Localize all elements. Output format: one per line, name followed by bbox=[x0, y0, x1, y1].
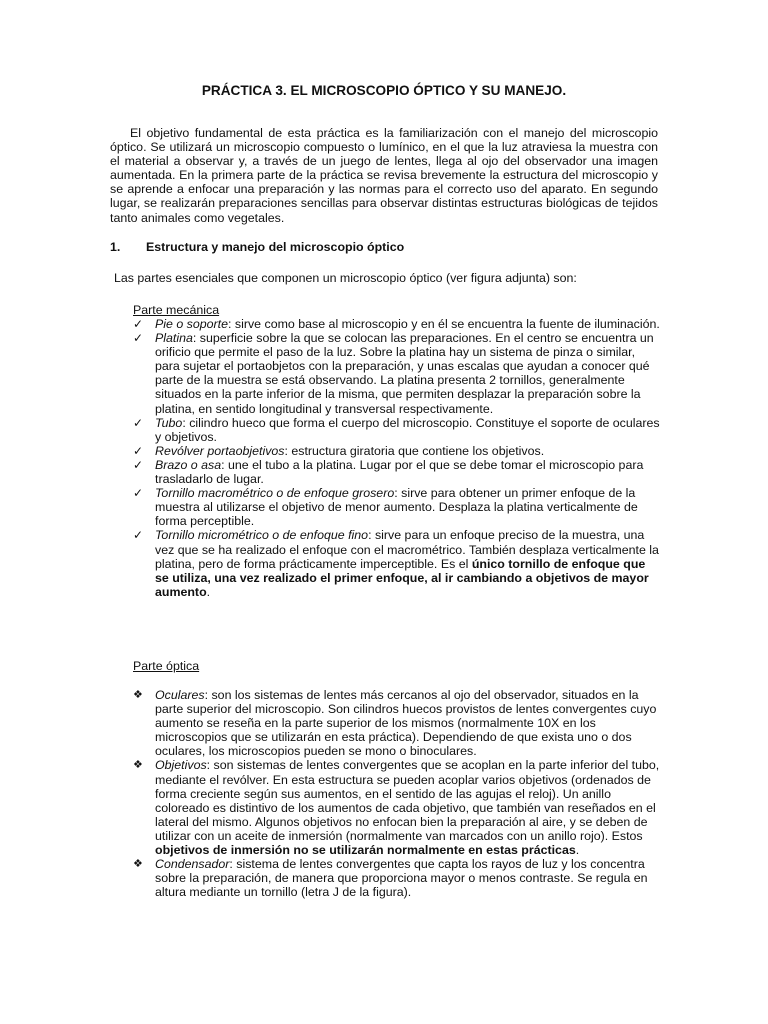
item-text: : son sistemas de lentes convergentes que se acoplan en la parte inferior del tubo, mediante el revólver. En esta estructura se pueden acoplar varios objetivos (ordenados de forma creciente según sus aumentos, en el sentido de las agujas el reloj). Un anillo coloreado es distintivo de los aumentos de cada objetivo, que también van reseñados en el lateral del mismo. Algunos objetivos no enfocan bien la preparación al aire, y se deben de utilizar con un aceite de inmersión (normalmente van marcados con un anillo rojo). Estos bbox=[155, 758, 660, 843]
item-text: : sistema de lentes convergentes que capta los rayos de luz y los concentra sobre la preparación, de manera que proporciona mayor o menos contraste. Se regula en altura mediante un tornillo (letra J de la figura). bbox=[155, 857, 648, 900]
list-item bbox=[133, 758, 660, 857]
checkmark-icon: ✓ bbox=[133, 457, 144, 472]
item-text: : superficie sobre la que se colocan las preparaciones. En el centro se encuentra un orificio que permite el paso de la luz. Sobre la platina hay un sistema de pinza o similar, para sujetar el portaobjetos con la preparación, y unas escalas que ayudan a conocer qué parte de la muestra se está observando. La platina presenta 2 tornillos, generalmente situados en la parte inferior de la misma, que permiten desplazar la preparación sobre la platina, en sentido longitudinal y transversal respectivamente. bbox=[155, 331, 654, 416]
section-number: 1. bbox=[110, 240, 121, 254]
lead-paragraph: Las partes esenciales que componen un microscopio óptico (ver figura adjunta) son: bbox=[114, 271, 577, 285]
item-term: Objetivos bbox=[155, 758, 207, 773]
checkmark-icon: ✓ bbox=[133, 331, 144, 346]
list-item bbox=[133, 444, 660, 458]
intro-paragraph: El objetivo fundamental de esta práctica es la familiarización con el manejo del microscopio óptico. Se utilizará un microscopio compuesto o lumínico, en el que la luz atraviesa la muestra con el material a observar y, a través de un juego de lentes, llega al ojo del observador una imagen aumentada. En la primera parte de la práctica se revisa brevemente la estructura del microscopio y se aprende a enfocar una preparación y las normas para el correcto uso del aparato. En segundo lugar, se realizarán preparaciones sencillas para observar distintas estructuras biológicas de tejidos tanto animales como vegetales. bbox=[110, 126, 658, 225]
diamond-bullet-icon: ❖ bbox=[133, 858, 143, 871]
diamond-bullet-icon: ❖ bbox=[133, 689, 143, 701]
item-text: : sirve para un enfoque preciso de la muestra, una vez que se ha realizado el enfoque con el macrométrico. También desplaza verticalmente la platina, pero de forma prácticamente imperceptible. Es el bbox=[155, 528, 659, 571]
item-term: Condensador bbox=[155, 857, 230, 872]
item-term: Pie o soporte bbox=[155, 317, 229, 331]
section-heading bbox=[110, 240, 404, 254]
list-optica bbox=[133, 688, 660, 899]
item-bold-text: único tornillo de enfoque que se utiliza, una vez realizado el primer enfoque, al ir cambiando a objetivos de mayor aumento bbox=[155, 556, 649, 599]
item-text: : une el tubo a la platina. Lugar por el que se debe tomar el microscopio para trasladarlo de lugar. bbox=[155, 457, 644, 487]
item-term: Brazo o asa bbox=[155, 457, 222, 472]
item-bold-text: objetivos de inmersión no se utilizarán normalmente en estas prácticas bbox=[155, 843, 576, 858]
item-text: : sirve para obtener un primer enfoque de la muestra al utilizarse el objetivo de menor aumento. Desplaza la platina verticalmente de forma perceptible. bbox=[155, 486, 638, 529]
checkmark-icon: ✓ bbox=[133, 317, 144, 331]
checkmark-icon: ✓ bbox=[133, 443, 144, 458]
item-text: : sirve como base al microscopio y en él se encuentra la fuente de iluminación. bbox=[228, 317, 660, 331]
page-title: PRÁCTICA 3. EL MICROSCOPIO ÓPTICO Y SU MANEJO. bbox=[201, 83, 567, 98]
item-text: : estructura giratoria que contiene los objetivos. bbox=[284, 443, 545, 458]
item-term: Tubo bbox=[155, 415, 183, 430]
item-term: Revólver portaobjetivos bbox=[155, 443, 285, 458]
diamond-bullet-icon: ❖ bbox=[133, 759, 143, 772]
list-item bbox=[133, 857, 660, 899]
list-item bbox=[133, 528, 660, 598]
section-title: Estructura y manejo del microscopio óptico bbox=[146, 240, 405, 254]
list-item bbox=[133, 331, 660, 416]
checkmark-icon: ✓ bbox=[133, 528, 144, 543]
item-term: Tornillo macrométrico o de enfoque grosero bbox=[155, 486, 395, 501]
list-item bbox=[133, 458, 660, 486]
checkmark-icon: ✓ bbox=[133, 486, 144, 501]
item-text: : son los sistemas de lentes más cercanos al ojo del observador, situados en la parte superior del microscopio. Son cilindros huecos provistos de lentes convergentes cuyo aumento se reseña en la parte superior de los mismos (normalmente 10X en los microscopios que se utilizarán en esta práctica). Dependiendo de que exista uno o dos oculares, los microscopios pueden se mono o binoculares. bbox=[155, 688, 657, 759]
item-term: Oculares bbox=[155, 688, 205, 702]
item-tail: . bbox=[206, 584, 211, 599]
item-term: Tornillo micrométrico o de enfoque fino bbox=[155, 528, 369, 543]
item-term: Platina bbox=[155, 331, 193, 346]
list-item bbox=[133, 486, 660, 528]
checkmark-icon: ✓ bbox=[133, 415, 144, 430]
list-item bbox=[133, 416, 660, 444]
item-tail: . bbox=[575, 843, 580, 858]
list-item bbox=[133, 317, 660, 331]
subheading-optica: Parte óptica bbox=[133, 659, 200, 673]
list-item bbox=[133, 688, 660, 758]
subheading-mecanica: Parte mecánica bbox=[133, 303, 220, 317]
list-mecanica bbox=[133, 317, 660, 599]
item-text: : cilindro hueco que forma el cuerpo del microscopio. Constituye el soporte de oculares y objetivos. bbox=[155, 415, 660, 444]
